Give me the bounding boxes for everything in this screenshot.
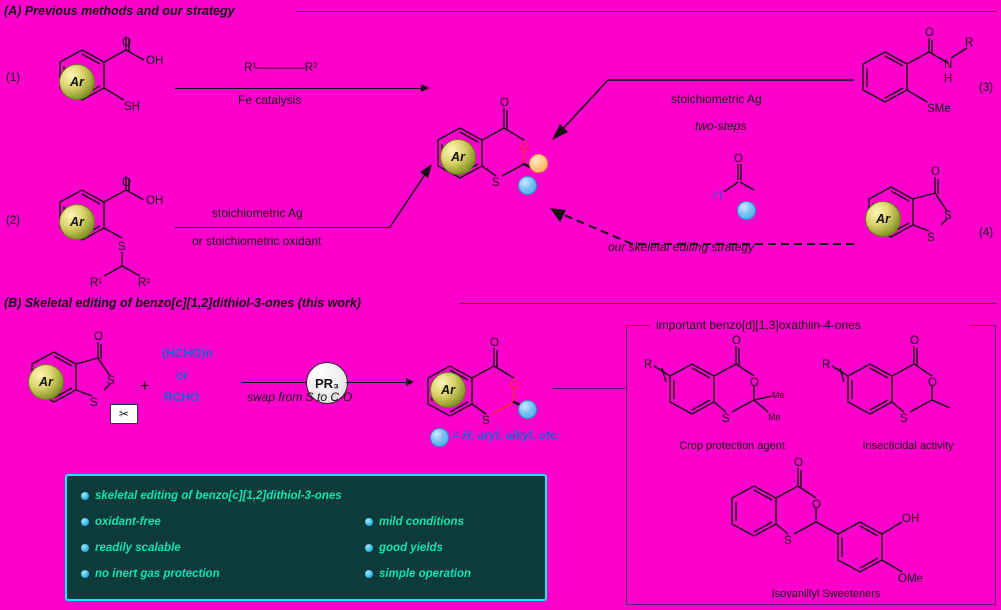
feature-right-0 [365, 516, 464, 528]
svg-text:S: S [927, 232, 935, 244]
section-b-title: (B) Skeletal editing of benzo[c][1,2]dithiol-3-ones (this work) [4, 296, 361, 310]
panelb-substrate-ar-label: Ar [28, 364, 64, 400]
route-2-conditions-bottom: or stoichiometric oxidant [192, 234, 322, 248]
feature-right-2-text: simple operation [379, 568, 472, 580]
panelb-product-ar-label: Ar [430, 372, 466, 408]
svg-text:O: O [510, 379, 519, 391]
catalyst-pr3: PR₃ [306, 362, 348, 404]
svg-text:Me: Me [768, 412, 781, 422]
svg-text:O: O [928, 377, 937, 389]
route-1-arrow [175, 88, 423, 89]
section-a-title: (A) Previous methods and our strategy [4, 4, 235, 18]
svg-text:OMe: OMe [898, 573, 923, 585]
feature-right-1 [365, 542, 443, 554]
panelb-reagent-line2: or [176, 368, 188, 382]
svg-text:O: O [500, 97, 509, 109]
panelb-arrow-caption: swap from S to C-O [247, 390, 353, 404]
feature-left-2-text: no inert gas protection [95, 568, 220, 580]
route-4-strategy-label: our skeletal editing strategy [608, 240, 755, 254]
route-3-arrow [538, 76, 858, 144]
svg-text:S: S [107, 375, 115, 387]
bullet-icon [81, 518, 89, 526]
panelb-arrowhead [406, 378, 414, 386]
application-2-structure [822, 335, 982, 438]
feature-left-1-text: readily scalable [95, 542, 181, 554]
feature-left-0-text: oxidant-free [95, 516, 161, 528]
svg-text:O: O [122, 177, 131, 189]
route-4-index: (4) [979, 227, 994, 239]
central-product-orange-dot [529, 154, 548, 173]
panelb-reagent-line3: RCHO [164, 390, 200, 404]
svg-text:O: O [122, 37, 131, 49]
bullet-icon [365, 544, 373, 552]
svg-text:S: S [482, 415, 490, 427]
route-2-arrow [175, 227, 390, 228]
feature-title-text: skeletal editing of benzo[c][1,2]dithiol-3-ones [95, 490, 342, 502]
application-2-caption: Insecticidal activity [862, 440, 954, 452]
route-4-ar-label: Ar [865, 201, 901, 237]
svg-text:S: S [492, 177, 500, 189]
panelb-product-blue-dot [518, 400, 537, 419]
svg-text:R: R [644, 359, 653, 371]
route-3-index: (3) [979, 82, 994, 94]
svg-text:S: S [944, 210, 952, 222]
bullet-icon [365, 570, 373, 578]
section-a-rule [296, 11, 996, 12]
svg-text:O: O [520, 141, 529, 153]
svg-text:R: R [822, 359, 831, 371]
svg-text:O: O [925, 27, 934, 39]
panelb-product-note: = H, aryl, alkyl, etc. [452, 428, 560, 442]
panelb-arrow-left [242, 382, 306, 383]
feature-right-2 [365, 568, 471, 580]
route-3-substrate [845, 27, 985, 126]
central-product-blue-dot [518, 176, 537, 195]
route-1-ar-label: Ar [59, 64, 95, 100]
route-2-substrate [38, 178, 188, 288]
application-3-caption: Isovanillyl Sweeteners [771, 588, 881, 600]
svg-text:SH: SH [124, 101, 140, 113]
svg-text:O: O [490, 337, 499, 349]
svg-text:OH: OH [902, 513, 920, 525]
svg-text:H: H [944, 73, 953, 85]
route-2-ar-label: Ar [59, 204, 95, 240]
svg-text:R: R [965, 37, 974, 49]
feature-left-0 [81, 516, 161, 528]
svg-text:SMe: SMe [927, 103, 951, 115]
svg-text:OH: OH [146, 195, 164, 207]
route-3-conditions-top: stoichiometric Ag [671, 92, 762, 106]
route-1-arrowhead [421, 84, 429, 92]
central-product-ar-label: Ar [440, 139, 476, 175]
svg-text:Me: Me [772, 390, 785, 400]
svg-text:R¹: R¹ [90, 277, 103, 289]
route-4-formaldehyde [712, 148, 772, 208]
feature-right-1-text: good yields [379, 542, 443, 554]
svg-text:O: O [910, 335, 919, 347]
feature-left-1 [81, 542, 181, 554]
features-box [65, 474, 547, 601]
panelb-note-blue-dot [430, 428, 449, 447]
route-1-index: (1) [6, 72, 21, 84]
svg-text:O: O [794, 457, 803, 469]
scissors-icon: ✂ [110, 404, 138, 424]
section-b-rule [460, 303, 996, 304]
svg-text:O: O [734, 153, 743, 165]
bullet-icon [365, 518, 373, 526]
svg-text:R²: R² [138, 277, 151, 289]
bullet-icon [81, 570, 89, 578]
applications-title: important benzo[d][1,3]oxathiin-4-ones [656, 318, 861, 332]
feature-right-0-text: mild conditions [379, 516, 464, 528]
application-1-structure [644, 335, 804, 438]
bullet-icon [81, 544, 89, 552]
applications-connector [552, 388, 626, 389]
route-2-conditions-top: stoichiometric Ag [212, 206, 303, 220]
svg-text:O: O [750, 377, 759, 389]
route-3-conditions-bottom: two-steps [695, 119, 747, 133]
feature-title [81, 490, 342, 502]
svg-text:S: S [118, 241, 126, 253]
svg-text:S: S [900, 413, 908, 425]
panelb-reagent-line1: (HCHO)n [162, 346, 213, 360]
panelb-plus: + [140, 378, 150, 395]
svg-text:O: O [812, 499, 821, 511]
route-1-substrate [38, 38, 168, 123]
route-1-reagent: R¹————R² [244, 60, 318, 74]
feature-left-2 [81, 568, 220, 580]
route-2-index: (2) [6, 215, 21, 227]
svg-text:N: N [944, 59, 953, 71]
panelb-arrow-right [346, 382, 408, 383]
svg-text:S: S [784, 535, 792, 547]
application-3-structure [716, 457, 936, 585]
svg-text:H: H [714, 191, 723, 203]
application-1-caption: Crop protection agent [679, 440, 785, 452]
svg-text:OH: OH [146, 55, 164, 67]
svg-text:S: S [90, 397, 98, 409]
svg-text:O: O [732, 335, 741, 347]
svg-text:O: O [931, 166, 940, 178]
svg-text:S: S [722, 413, 730, 425]
bullet-icon [81, 492, 89, 500]
svg-text:O: O [94, 331, 103, 343]
route-1-conditions: Fe catalysis [238, 93, 302, 107]
